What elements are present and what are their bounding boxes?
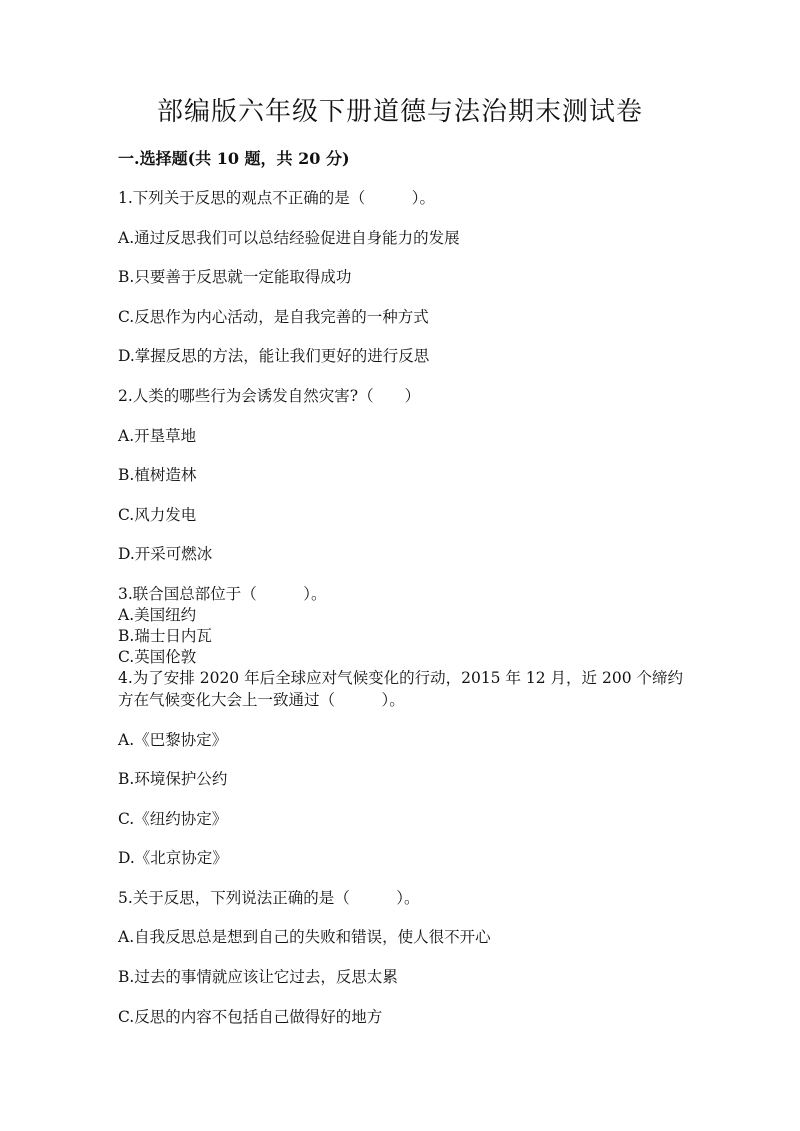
question-2-option-b: B.植树造林 [118, 466, 197, 484]
question-4-option-a: A.《巴黎协定》 [118, 731, 228, 749]
question-2-stem: 2.人类的哪些行为会诱发自然灾害?（ ） [118, 387, 421, 405]
question-3-option-c: C.英国伦敦 [118, 648, 197, 666]
question-5-option-c: C.反思的内容不包括自己做得好的地方 [118, 1008, 383, 1026]
question-1-option-b: B.只要善于反思就一定能取得成功 [118, 268, 352, 286]
question-1-option-a: A.通过反思我们可以总结经验促进自身能力的发展 [118, 229, 460, 247]
question-3-option-b: B.瑞士日内瓦 [118, 627, 212, 645]
question-4-option-c: C.《纽约协定》 [118, 810, 228, 828]
question-4-stem-line-2: 方在气候变化大会上一致通过（ ）。 [118, 691, 405, 709]
question-1-option-d: D.掌握反思的方法，能让我们更好的进行反思 [118, 347, 430, 365]
document-title: 部编版六年级下册道德与法治期末测试卷 [156, 97, 643, 127]
question-2-option-a: A.开垦草地 [118, 427, 197, 445]
section-heading: 一.选择题(共 10 题，共 20 分) [118, 149, 350, 168]
question-3-stem: 3.联合国总部位于（ ）。 [118, 585, 327, 603]
question-3-option-a: A.美国纽约 [118, 606, 197, 624]
question-4-option-d: D.《北京协定》 [118, 849, 228, 867]
question-2-option-d: D.开采可燃冰 [118, 545, 213, 563]
question-2-option-c: C.风力发电 [118, 506, 197, 524]
question-5-option-b: B.过去的事情就应该让它过去，反思太累 [118, 968, 398, 986]
question-1-stem: 1.下列关于反思的观点不正确的是（ ）。 [118, 189, 436, 207]
question-4-stem-line-1: 4.为了安排 2020 年后全球应对气候变化的行动，2015 年 12 月，近 200 个缔约 [118, 669, 683, 687]
question-4-option-b: B.环境保护公约 [118, 770, 228, 788]
question-5-option-a: A.自我反思总是想到自己的失败和错误，使人很不开心 [118, 928, 491, 946]
question-1-option-c: C.反思作为内心活动，是自我完善的一种方式 [118, 308, 429, 326]
question-5-stem: 5.关于反思，下列说法正确的是（ ）。 [118, 889, 420, 907]
